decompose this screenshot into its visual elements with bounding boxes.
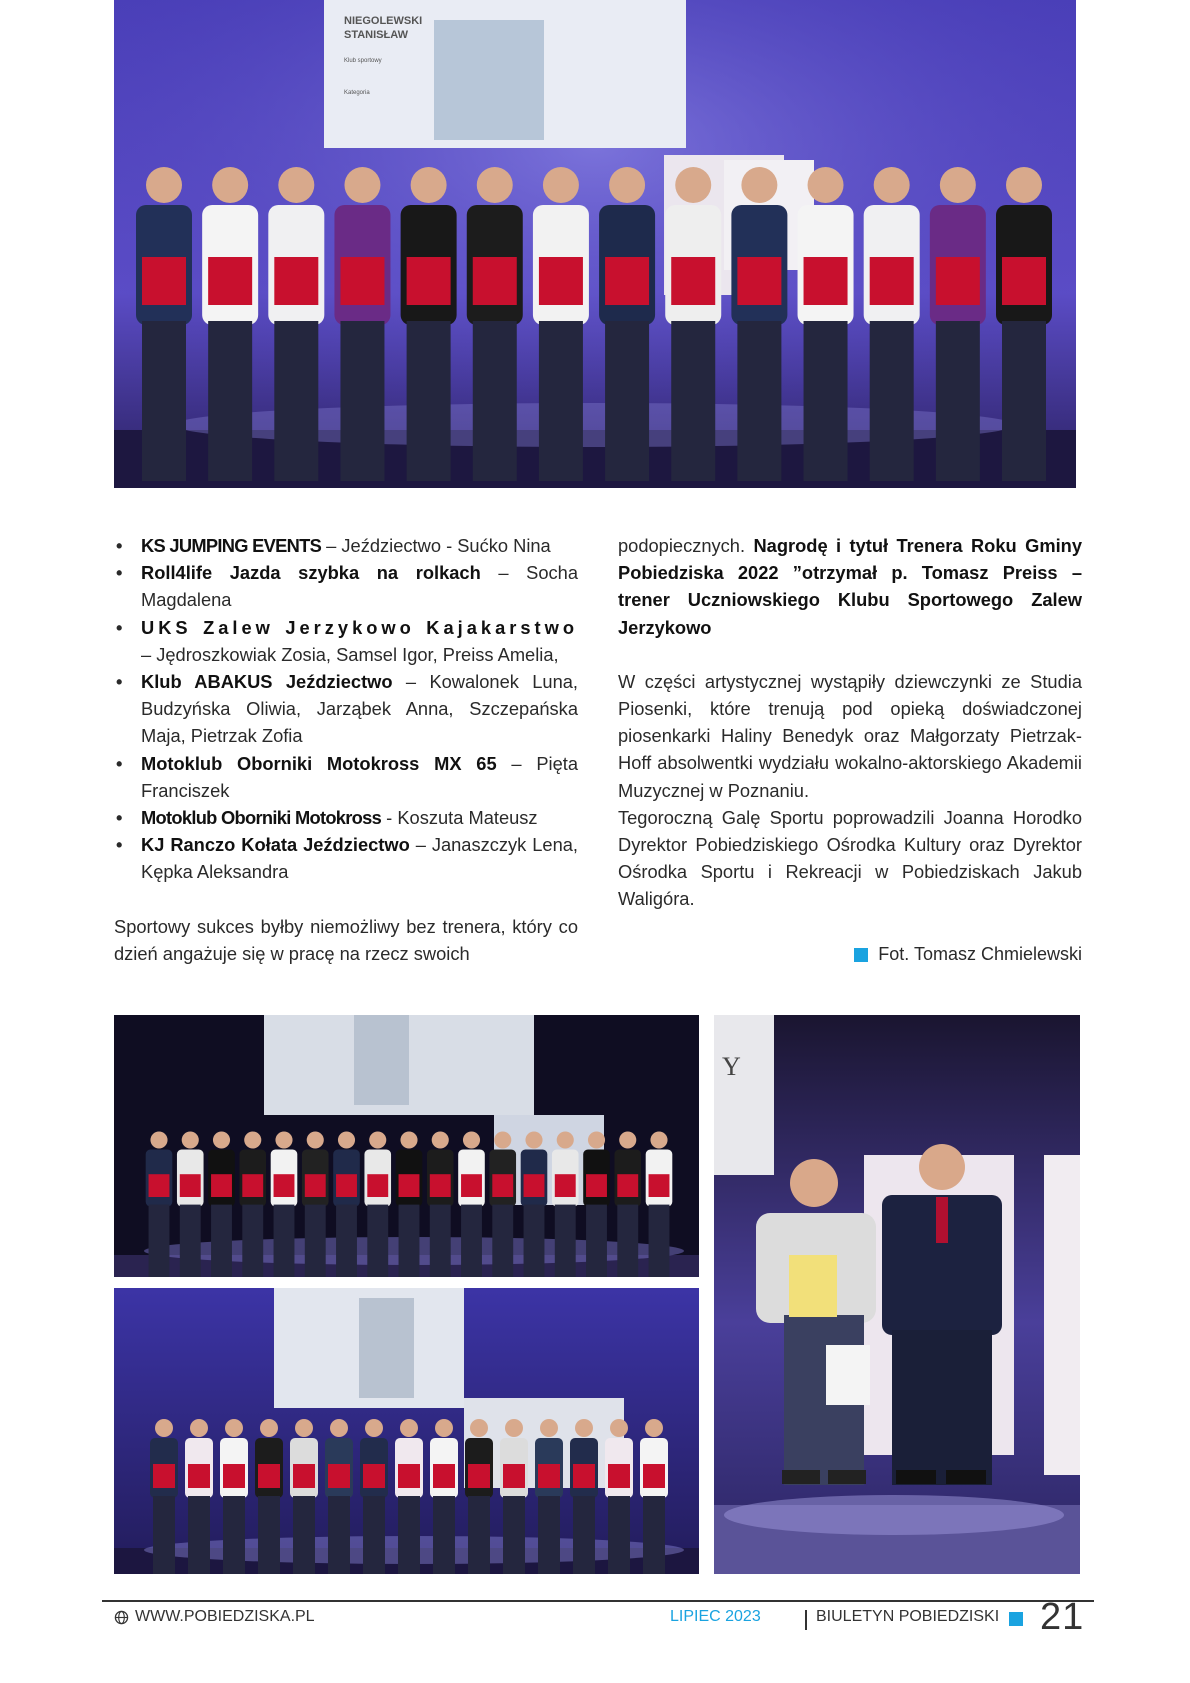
club-list-item	[114, 532, 578, 559]
footer-separator	[805, 1610, 807, 1630]
footer-date: LIPIEC 2023	[670, 1608, 761, 1625]
person-figure	[395, 1419, 423, 1574]
person-figure	[605, 1419, 633, 1574]
screen-sub1: Klub sportowy	[344, 58, 382, 64]
person-figure	[202, 167, 258, 481]
coach-photo-image	[714, 1015, 1080, 1574]
person-figure	[271, 1131, 298, 1277]
coach-text-plain: podopiecznych.	[618, 535, 754, 556]
club-athletes: – Jeździectwo - Sućko Nina	[321, 535, 551, 556]
person-figure	[430, 1419, 458, 1574]
person-figure	[930, 167, 986, 481]
person-figure	[533, 167, 589, 481]
group-photo-1-image	[114, 1015, 699, 1277]
top-photo-image	[114, 0, 1076, 488]
club-name: KJ Ranczo Kołata Jeździectwo	[141, 834, 410, 856]
left-column	[114, 532, 578, 967]
person-figure	[665, 167, 721, 481]
person-figure	[177, 1131, 204, 1277]
person-figure	[396, 1131, 423, 1277]
club-name: Motoklub Oborniki Motokross	[141, 807, 382, 829]
artistic-paragraph: W części artystycznej wystąpiły dziewczynki ze Studia Piosenki, które trenują pod opieką doświadczonej piosenkarki Haliny Benedyk oraz Małgorzaty Pietrzak-Hoff absolwentki wydziału wokalno-aktorskiego Akademii Muzycznej w Poznaniu.	[618, 670, 1082, 801]
person-figure	[489, 1131, 516, 1277]
person-figure	[731, 167, 787, 481]
person-figure	[325, 1419, 353, 1574]
club-name: KS JUMPING EVENTS	[141, 535, 322, 556]
person-figure	[535, 1419, 563, 1574]
person-figure	[150, 1419, 178, 1574]
person-figure	[552, 1131, 579, 1277]
club-name: Motoklub Oborniki Motokross MX 65	[141, 752, 497, 774]
person-figure	[360, 1419, 388, 1574]
footer-website[interactable]	[114, 1608, 315, 1626]
club-list	[114, 532, 578, 886]
coach-text-bold: Nagrodę i tytuł Trenera Roku Gminy Pobiedziska 2022 ”otrzymał p. Tomasz Preiss – trener Uczniowskiego Klubu Sportowego Zalew Jerzykowo	[618, 535, 1082, 638]
club-athletes: - Koszuta Mateusz	[381, 807, 538, 829]
club-list-item	[114, 831, 578, 885]
person-figure	[136, 167, 192, 481]
person-figure	[401, 167, 457, 481]
right-column	[618, 532, 1082, 913]
hosts-paragraph: Tegoroczną Galę Sportu poprowadzili Joanna Horodko Dyrektor Pobiedziskiego Ośrodka Kultury oraz Dyrektor Ośrodka Sportu i Rekreacji w Pobiedziskach Jakub Waligóra.	[618, 806, 1082, 910]
footer-rule	[102, 1600, 1094, 1602]
person-figure	[521, 1131, 548, 1277]
person-figure	[255, 1419, 283, 1574]
club-athletes: – Jędroszkowiak Zosia, Samsel Igor, Preiss Amelia,	[141, 643, 559, 665]
person-figure	[640, 1419, 668, 1574]
club-name: UKS Zalew Jerzykowo Kajakarstwo	[141, 616, 578, 638]
person-figure	[364, 1131, 391, 1277]
club-name: Klub ABAKUS Jeździectwo	[141, 671, 393, 693]
credit-square-icon	[854, 948, 868, 962]
screen-sub2: Kategoria	[344, 90, 370, 96]
person-figure	[268, 167, 324, 481]
coach-photo	[714, 1015, 1080, 1574]
person-figure	[467, 167, 523, 481]
person-figure	[290, 1419, 318, 1574]
club-athletes: – Socha Magdalena	[141, 562, 578, 611]
club-list-item	[114, 750, 578, 804]
person-figure	[208, 1131, 235, 1277]
footer-square-icon	[1009, 1612, 1023, 1626]
club-name: Roll4life Jazda szybka na rolkach	[141, 562, 481, 584]
club-athletes: – Kowalonek Luna, Budzyńska Oliwia, Jarząbek Anna, Szczepańska Maja, Pietrzak Zofia	[141, 671, 578, 747]
club-list-item	[114, 804, 578, 831]
person-figure	[185, 1419, 213, 1574]
person-figure	[599, 167, 655, 481]
person-figure	[239, 1131, 266, 1277]
globe-icon	[114, 1610, 129, 1625]
person-figure	[583, 1131, 610, 1277]
person-figure	[465, 1419, 493, 1574]
person-figure	[427, 1131, 454, 1277]
club-athletes: – Pięta Franciszek	[141, 752, 578, 801]
screen-title: NIEGOLEWSKI STANISŁAW	[344, 15, 423, 41]
person-figure	[614, 1131, 641, 1277]
photo-credit	[854, 944, 1082, 965]
person-figure	[458, 1131, 485, 1277]
top-photo	[114, 0, 1076, 488]
person-figure	[500, 1419, 528, 1574]
page-number: 21	[1040, 1596, 1085, 1638]
person-figure	[798, 167, 854, 481]
person-figure	[864, 167, 920, 481]
group-photo-2-image	[114, 1288, 699, 1574]
club-list-item	[114, 668, 578, 750]
club-athletes: – Janaszczyk Lena, Kępka Aleksandra	[141, 834, 578, 883]
person-figure	[146, 1131, 173, 1277]
footer-website-text: WWW.POBIEDZISKA.PL	[135, 1608, 315, 1625]
club-list-item	[114, 614, 578, 668]
svg-text:Y: Y	[722, 1052, 741, 1081]
club-list-item	[114, 559, 578, 613]
person-figure	[570, 1419, 598, 1574]
photo-credit-text: Fot. Tomasz Chmielewski	[878, 944, 1082, 964]
footer-publication: BIULETYN POBIEDZISKI	[816, 1608, 1000, 1625]
person-figure	[302, 1131, 329, 1277]
group-photo-2	[114, 1288, 699, 1574]
group-photo-1	[114, 1015, 699, 1277]
person-figure	[333, 1131, 360, 1277]
person-figure	[646, 1131, 673, 1277]
person-figure	[334, 167, 390, 481]
coach-paragraph	[618, 532, 1082, 641]
person-figure	[996, 167, 1052, 481]
person-figure	[220, 1419, 248, 1574]
left-paragraph: Sportowy sukces byłby niemożliwy bez trenera, który co dzień angażuje się w pracę na rzecz swoich	[114, 915, 578, 964]
